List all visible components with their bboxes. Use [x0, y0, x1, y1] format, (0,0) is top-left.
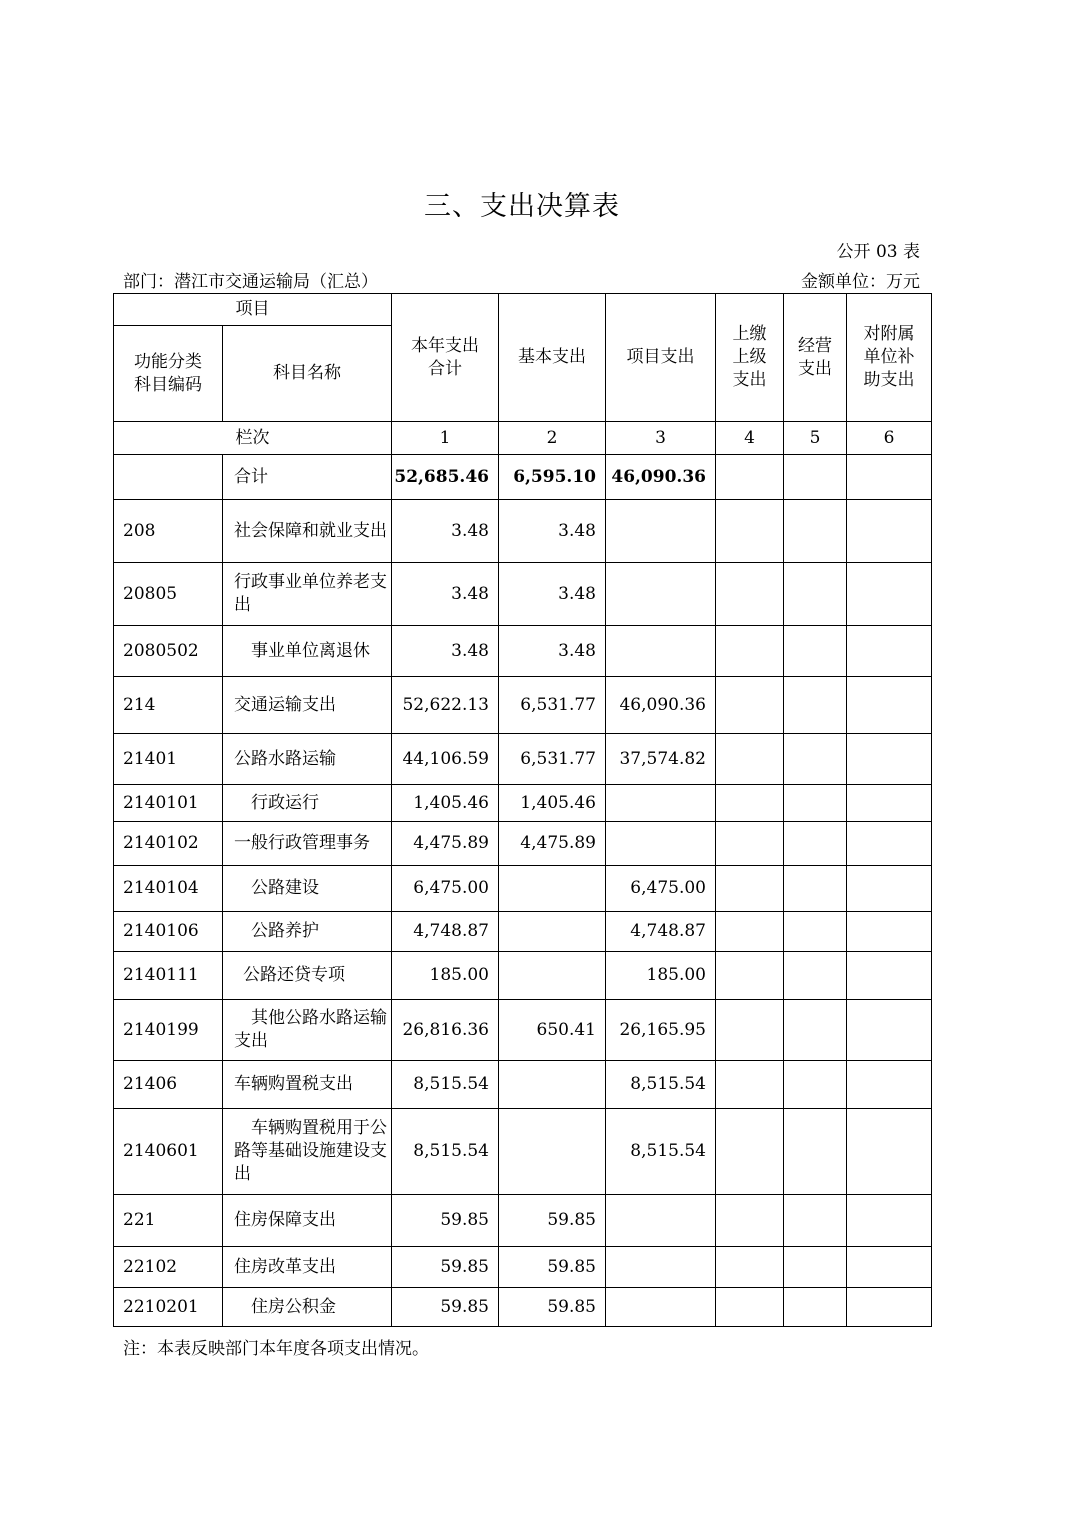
row-name: 一般行政管理事务	[223, 822, 392, 866]
total-row-basic: 6,595.10	[499, 455, 606, 500]
row-total: 8,515.54	[392, 1061, 499, 1109]
header-code-text: 功能分类科目编码	[134, 351, 202, 395]
row-subsidy	[847, 785, 932, 822]
row-project: 46,090.36	[606, 677, 716, 734]
table-row	[114, 677, 932, 734]
row-code: 208	[114, 500, 223, 563]
row-subsidy	[847, 626, 932, 677]
row-name: 住房保障支出	[223, 1195, 392, 1247]
row-total: 59.85	[392, 1195, 499, 1247]
row-business	[784, 912, 847, 952]
header-basic: 基本支出	[499, 294, 606, 422]
header-name: 科目名称	[223, 326, 392, 422]
row-basic: 650.41	[499, 1000, 606, 1061]
row-business	[784, 563, 847, 626]
row-project	[606, 500, 716, 563]
row-upper	[716, 1288, 784, 1327]
row-business	[784, 1061, 847, 1109]
row-subsidy	[847, 1000, 932, 1061]
row-basic: 3.48	[499, 563, 606, 626]
row-code: 2140104	[114, 866, 223, 912]
row-total: 3.48	[392, 500, 499, 563]
row-name: 行政事业单位养老支出	[223, 563, 392, 626]
row-basic: 3.48	[499, 626, 606, 677]
row-upper	[716, 734, 784, 785]
row-upper	[716, 822, 784, 866]
row-total: 6,475.00	[392, 866, 499, 912]
total-row	[114, 455, 932, 500]
row-subsidy	[847, 1247, 932, 1288]
row-total: 4,475.89	[392, 822, 499, 866]
row-subsidy	[847, 1288, 932, 1327]
header-project-expense: 项目支出	[606, 294, 716, 422]
total-row-subsidy	[847, 455, 932, 500]
header-upper	[716, 294, 784, 422]
row-code: 20805	[114, 563, 223, 626]
row-project	[606, 785, 716, 822]
row-upper	[716, 677, 784, 734]
row-name-text: 其他公路水路运输支出	[234, 1008, 387, 1051]
table-row	[114, 822, 932, 866]
page-title: 三、支出决算表	[424, 191, 620, 222]
row-basic: 1,405.46	[499, 785, 606, 822]
row-project: 6,475.00	[606, 866, 716, 912]
header-upper-text: 上缴上级支出	[732, 324, 767, 390]
row-business	[784, 785, 847, 822]
row-project	[606, 1288, 716, 1327]
row-name	[223, 1109, 392, 1195]
row-code: 2140601	[114, 1109, 223, 1195]
table-row	[114, 500, 932, 563]
table-note: 注：本表反映部门本年度各项支出情况。	[123, 1339, 429, 1359]
row-code: 2140111	[114, 952, 223, 1000]
row-total: 3.48	[392, 626, 499, 677]
row-project: 26,165.95	[606, 1000, 716, 1061]
column-index-label: 栏次	[114, 422, 392, 455]
row-code: 221	[114, 1195, 223, 1247]
row-name: 行政运行	[223, 785, 392, 822]
row-subsidy	[847, 1195, 932, 1247]
row-upper	[716, 1109, 784, 1195]
column-index: 4	[716, 422, 784, 455]
row-project	[606, 626, 716, 677]
column-index: 1	[392, 422, 499, 455]
table-row	[114, 866, 932, 912]
column-index: 2	[499, 422, 606, 455]
column-index: 3	[606, 422, 716, 455]
row-project: 8,515.54	[606, 1109, 716, 1195]
header-total-text: 本年支出合计	[411, 335, 479, 379]
row-name: 公路建设	[223, 866, 392, 912]
row-subsidy	[847, 952, 932, 1000]
header-total	[392, 294, 499, 422]
row-name	[223, 1000, 392, 1061]
row-total: 59.85	[392, 1247, 499, 1288]
row-subsidy	[847, 1109, 932, 1195]
table-row	[114, 626, 932, 677]
row-business	[784, 1195, 847, 1247]
row-upper	[716, 785, 784, 822]
row-name: 交通运输支出	[223, 677, 392, 734]
header-code	[114, 326, 223, 422]
row-total: 52,622.13	[392, 677, 499, 734]
table-row	[114, 952, 932, 1000]
row-subsidy	[847, 822, 932, 866]
row-business	[784, 500, 847, 563]
table-row	[114, 1247, 932, 1288]
row-basic: 59.85	[499, 1247, 606, 1288]
row-subsidy	[847, 734, 932, 785]
row-subsidy	[847, 563, 932, 626]
table-row	[114, 912, 932, 952]
row-project	[606, 1247, 716, 1288]
row-name: 公路养护	[223, 912, 392, 952]
row-basic: 59.85	[499, 1195, 606, 1247]
table-row	[114, 563, 932, 626]
row-business	[784, 677, 847, 734]
row-subsidy	[847, 866, 932, 912]
row-basic	[499, 866, 606, 912]
total-row-project: 46,090.36	[606, 455, 716, 500]
row-basic: 59.85	[499, 1288, 606, 1327]
row-project	[606, 822, 716, 866]
row-subsidy	[847, 912, 932, 952]
header-subsidy	[847, 294, 932, 422]
row-upper	[716, 1195, 784, 1247]
row-code: 2140102	[114, 822, 223, 866]
row-basic	[499, 1061, 606, 1109]
row-total: 26,816.36	[392, 1000, 499, 1061]
total-row-code	[114, 455, 223, 500]
total-row-upper	[716, 455, 784, 500]
row-upper	[716, 952, 784, 1000]
row-code: 2140101	[114, 785, 223, 822]
row-total: 44,106.59	[392, 734, 499, 785]
row-code: 214	[114, 677, 223, 734]
table-row	[114, 1288, 932, 1327]
row-code: 21401	[114, 734, 223, 785]
row-business	[784, 1109, 847, 1195]
total-row-label: 合计	[223, 455, 392, 500]
row-name: 公路还贷专项	[223, 952, 392, 1000]
row-project: 8,515.54	[606, 1061, 716, 1109]
row-business	[784, 1288, 847, 1327]
row-upper	[716, 1000, 784, 1061]
row-total: 3.48	[392, 563, 499, 626]
row-upper	[716, 500, 784, 563]
row-basic: 6,531.77	[499, 677, 606, 734]
row-upper	[716, 1061, 784, 1109]
row-name: 公路水路运输	[223, 734, 392, 785]
row-name-text: 车辆购置税用于公路等基础设施建设支出	[234, 1118, 387, 1184]
row-subsidy	[847, 677, 932, 734]
table-row	[114, 1195, 932, 1247]
table-row	[114, 785, 932, 822]
table-row	[114, 1000, 932, 1061]
row-business	[784, 734, 847, 785]
department-label: 部门：潜江市交通运输局（汇总）	[123, 272, 378, 292]
row-project	[606, 563, 716, 626]
header-project: 项目	[114, 294, 392, 326]
table-code: 公开 03 表	[836, 242, 920, 262]
header-business	[784, 294, 847, 422]
row-name: 事业单位离退休	[223, 626, 392, 677]
row-basic	[499, 952, 606, 1000]
row-basic	[499, 912, 606, 952]
row-name: 住房改革支出	[223, 1247, 392, 1288]
table-row	[114, 1109, 932, 1195]
row-project	[606, 1195, 716, 1247]
row-basic: 3.48	[499, 500, 606, 563]
row-basic: 6,531.77	[499, 734, 606, 785]
row-business	[784, 1247, 847, 1288]
column-index: 6	[847, 422, 932, 455]
row-total: 59.85	[392, 1288, 499, 1327]
total-row-total: 52,685.46	[392, 455, 499, 500]
row-name: 社会保障和就业支出	[223, 500, 392, 563]
row-business	[784, 866, 847, 912]
column-index: 5	[784, 422, 847, 455]
row-code: 2210201	[114, 1288, 223, 1327]
row-basic: 4,475.89	[499, 822, 606, 866]
expenditure-table	[113, 293, 932, 1327]
header-business-text: 经营支出	[797, 335, 832, 379]
row-business	[784, 626, 847, 677]
row-code: 22102	[114, 1247, 223, 1288]
row-code: 2080502	[114, 626, 223, 677]
row-name: 住房公积金	[223, 1288, 392, 1327]
header-subsidy-text: 对附属单位补助支出	[863, 324, 915, 390]
row-total: 185.00	[392, 952, 499, 1000]
row-upper	[716, 626, 784, 677]
row-subsidy	[847, 500, 932, 563]
row-code: 2140106	[114, 912, 223, 952]
table-row	[114, 734, 932, 785]
row-upper	[716, 1247, 784, 1288]
row-code: 2140199	[114, 1000, 223, 1061]
row-upper	[716, 866, 784, 912]
row-total: 8,515.54	[392, 1109, 499, 1195]
row-upper	[716, 563, 784, 626]
table-row	[114, 1061, 932, 1109]
row-name: 车辆购置税支出	[223, 1061, 392, 1109]
row-project: 4,748.87	[606, 912, 716, 952]
row-total: 4,748.87	[392, 912, 499, 952]
row-basic	[499, 1109, 606, 1195]
row-upper	[716, 912, 784, 952]
total-row-business	[784, 455, 847, 500]
amount-unit-label: 金额单位：万元	[801, 272, 920, 292]
row-code: 21406	[114, 1061, 223, 1109]
row-project: 37,574.82	[606, 734, 716, 785]
row-business	[784, 1000, 847, 1061]
row-subsidy	[847, 1061, 932, 1109]
row-business	[784, 822, 847, 866]
row-business	[784, 952, 847, 1000]
row-project: 185.00	[606, 952, 716, 1000]
row-total: 1,405.46	[392, 785, 499, 822]
